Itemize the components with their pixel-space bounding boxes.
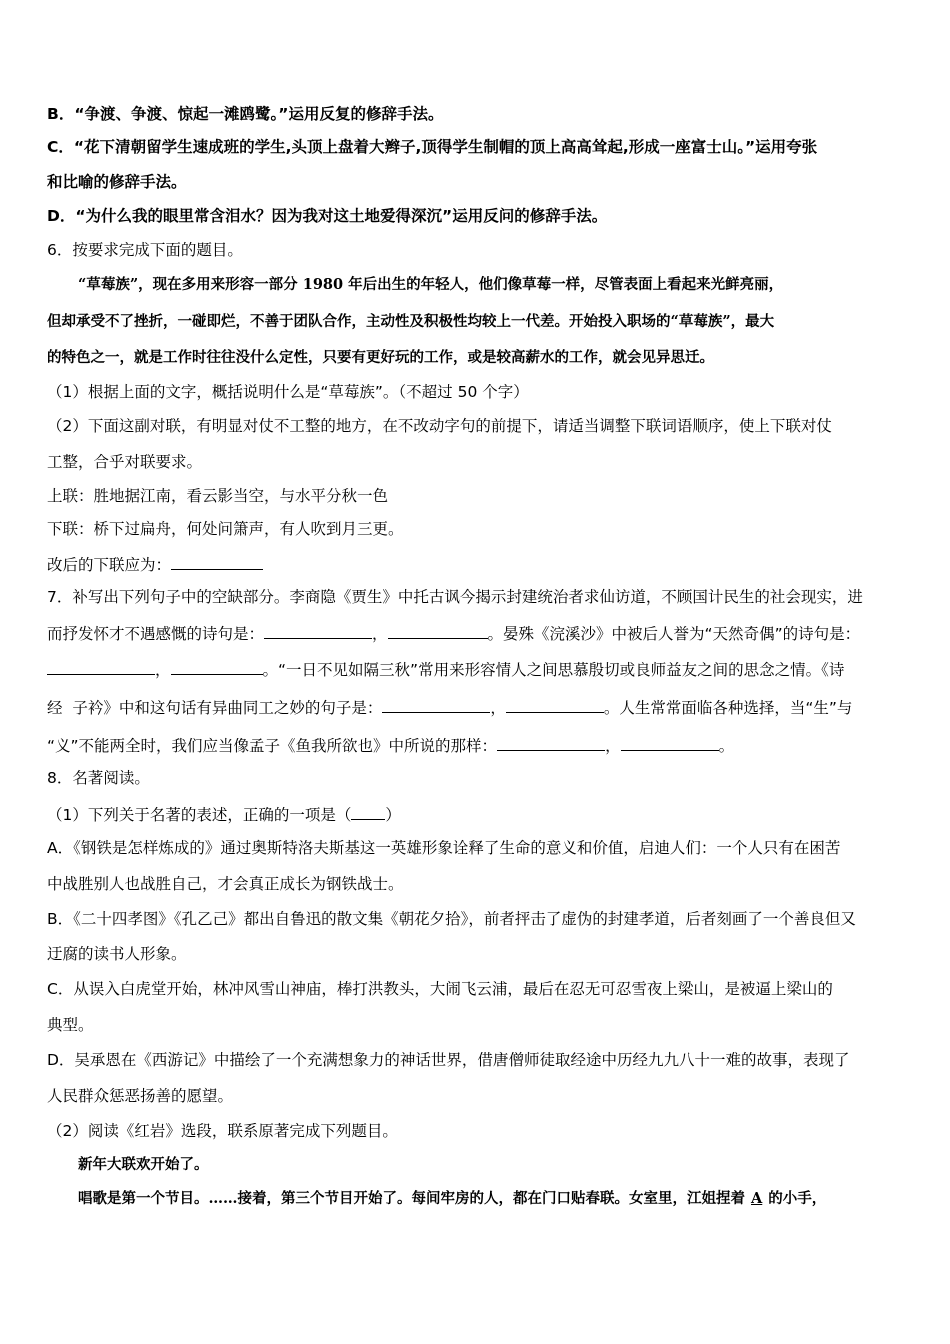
q8-option-b-line2: 迂腐的读书人形象。 [47,945,187,963]
fill-blank[interactable] [47,658,155,675]
q8-option-d-line2: 人民群众惩恶扬善的愿望。 [47,1087,234,1105]
answer-label: 改后的下联应为： [47,556,172,574]
q6-title: 6．按要求完成下面的题目。 [47,241,243,259]
q7-text: 经 子衿》中和这句话有异曲同工之妙的句子是： [47,699,383,717]
q8-sub2: （2）阅读《红岩》选段，联系原著完成下列题目。 [47,1122,398,1140]
fill-blank[interactable] [506,696,604,713]
q7-text: 。“一日不见如隔三秋”常用来形容情人之间思慕殷切或良师益友之间的思念之情。《诗 [262,661,845,679]
q7-text: ， [605,737,621,755]
q6-sub2-line2: 工整，合乎对联要求。 [47,453,203,471]
q8-option-a-line2: 中战胜别人也战胜自己，才会真正成长为钢铁战士。 [47,875,404,893]
q7-text: 。晏殊《浣溪沙》中被后人誉为“天然奇偶”的诗句是： [487,625,861,643]
fill-blank[interactable] [497,734,605,751]
excerpt-line2 [78,1189,826,1209]
q8-option-a-line1: A．《钢铁是怎样炼成的》通过奥斯特洛夫斯基这一英雄形象诠释了生命的意义和价值，启迪人们：一个人只有在困苦 [47,839,841,857]
q7-text: 而抒发怀才不遇感慨的诗句是： [47,625,265,643]
excerpt-blank-a: A [751,1190,763,1207]
q7-text: ， [372,625,388,643]
q7-line5 [47,734,734,756]
q8-option-c-line1: C．从误入白虎堂开始，林冲风雪山神庙，棒打洪教头，大闹飞云浦，最后在忍无可忍雪夜上梁山，是被逼上梁山的 [47,980,833,998]
fill-blank[interactable] [621,734,719,751]
q5-option-c-line2: 和比喻的修辞手法。 [47,173,187,191]
q5-option-d: D．“为什么我的眼里常含泪水？因为我对这土地爱得深沉”运用反问的修辞手法。 [47,207,608,225]
q8-option-d-line1: D．吴承恩在《西游记》中描绘了一个充满想象力的神话世界，借唐僧师徒取经途中历经九九八十一难的故事，表现了 [47,1051,850,1069]
q8-sub1-text: （1）下列关于名著的表述，正确的一项是（ [47,806,352,824]
fill-blank[interactable] [264,622,372,639]
q6-passage-line2: 但却承受不了挫折，一碰即烂，不善于团队合作，主动性及积极性均较上一代差。开始投入职场的“草莓族”，最大 [47,313,775,330]
choice-blank[interactable] [351,803,385,820]
fill-blank[interactable] [388,622,488,639]
fill-blank[interactable] [171,658,263,675]
excerpt-text: 的小手， [768,1190,827,1207]
q6-sub1: （1）根据上面的文字，概括说明什么是“草莓族”。（不超过 50 个字） [47,383,529,401]
q8-title: 8．名著阅读。 [47,769,150,787]
answer-line [47,553,263,575]
q7-text: 。 [718,737,735,755]
answer-blank[interactable] [171,553,263,570]
q7-text: “义”不能两全时，我们应当像孟子《鱼我所欲也》中所说的那样： [47,737,498,755]
q7-line2 [47,622,860,644]
excerpt-text: 唱歌是第一个节目。……接着，第三个节目开始了。每间牢房的人，都在门口贴春联。女室里，江姐捏着 [78,1190,745,1207]
couplet-lower: 下联：桥下过扁舟，何处问箫声，有人吹到月三更。 [47,520,404,538]
q7-text: ， [155,661,171,679]
q8-sub1 [47,803,401,825]
q6-passage-line1: “草莓族”，现在多用来形容一部分 1980 年后出生的年轻人，他们像草莓一样，尽管表面上看起来光鲜亮丽， [78,276,784,293]
fill-blank[interactable] [382,696,490,713]
q7-text: ， [490,699,506,717]
q8-option-b-line1: B．《二十四孝图》《孔乙己》都出自鲁迅的散文集《朝花夕拾》，前者抨击了虚伪的封建孝道，后者刻画了一个善良但又 [47,910,856,928]
q7-line4 [47,696,852,718]
q5-option-b: B．“争渡、争渡、惊起一滩鸥鹭。”运用反复的修辞手法。 [47,105,444,123]
q7-text: 。人生常常面临各种选择，当“生”与 [603,699,853,717]
q6-sub2-line1: （2）下面这副对联，有明显对仗不工整的地方，在不改动字句的前提下，请适当调整下联词语顺序，使上下联对仗 [47,417,832,435]
q7-line1: 7．补写出下列句子中的空缺部分。李商隐《贾生》中托古讽今揭示封建统治者求仙访道，不顾国计民生的社会现实，进 [47,588,863,606]
excerpt-line1: 新年大联欢开始了。 [78,1156,209,1173]
couplet-upper: 上联：胜地据江南，看云影当空，与水平分秋一色 [47,487,389,505]
q8-option-c-line2: 典型。 [47,1016,94,1034]
q8-sub1-close: ） [385,806,401,824]
q6-passage-line3: 的特色之一，就是工作时往往没什么定性，只要有更好玩的工作，或是较高薪水的工作，就会见异思迁。 [47,349,714,366]
q5-option-c-line1: C．“花下清朝留学生速成班的学生,头顶上盘着大辫子,顶得学生制帽的顶上高高耸起,形成一座富士山。”运用夸张 [47,138,818,156]
q7-line3 [47,658,844,680]
